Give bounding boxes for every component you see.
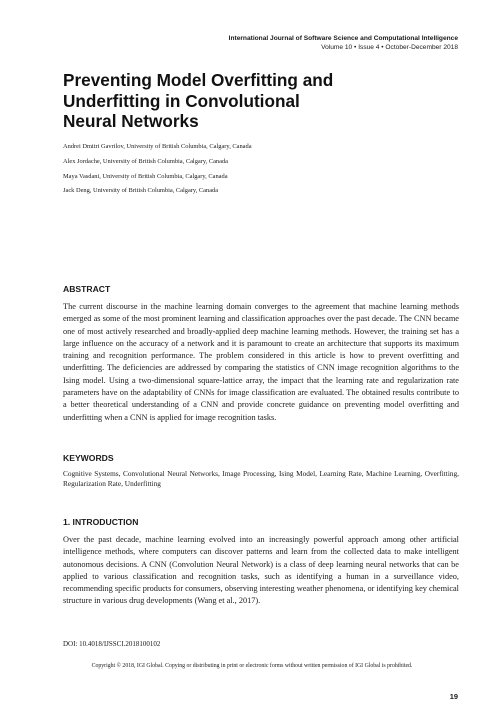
author-affiliation: Maya Vasdani, University of British Columbia, Calgary, Canada — [63, 172, 228, 180]
keywords-heading: KEYWORDS — [63, 453, 114, 463]
abstract-heading: ABSTRACT — [63, 284, 111, 294]
doi-line: DOI: 10.4018/IJSSCI.2018100102 — [63, 640, 161, 648]
author-affiliation: Andrei Dmitri Gavrilov, University of British Columbia, Calgary, Canada — [63, 143, 252, 150]
introduction-heading: 1. INTRODUCTION — [63, 517, 139, 527]
title-line: Underfitting in Convolutional — [63, 90, 300, 111]
author-affiliation: Alex Jordache, University of British Columbia, Calgary, Canada — [63, 157, 228, 165]
keywords-text: Cognitive Systems, Convolutional Neural Networks, Image Processing, Ising Model, Learning Rate, Machine Learning, Overfitting, Regularization Rate, Underfitting — [63, 469, 459, 489]
journal-header — [229, 34, 458, 52]
introduction-text: Over the past decade, machine learning evolved into an increasingly powerful approach among other artificial intelligence methods, where computers can discover patterns and learn from the collected data to make intelligent autonomous decisions. A CNN (Convolution Neural Network) is a class of deep learning neural networks that can be applied to various classification and recognition tasks, such as identifying a human in a surveillance video, recommending specific products for consumers, observing interesting weather phenomena, or identifying key chemical structure in various drug developments (Wang et al., 2017). — [63, 535, 459, 606]
copyright-notice: Copyright © 2018, IGI Global. Copying or distributing in print or electronic forms without written permission of IGI Global is prohibited. — [91, 663, 413, 669]
title-line: Neural Networks — [63, 111, 199, 131]
article-title — [63, 70, 393, 132]
author-list — [63, 140, 252, 199]
title-line: Preventing Model Overfitting and — [63, 70, 334, 90]
journal-title: International Journal of Software Science and Computational Intelligence — [228, 35, 458, 42]
issue-line: Volume 10 • Issue 4 • October-December 2018 — [321, 44, 458, 51]
page-number: 19 — [449, 692, 458, 701]
author-affiliation: Jack Deng, University of British Columbia, Calgary, Canada — [63, 187, 219, 195]
abstract-text: The current discourse in the machine learning domain converges to the agreement that machine learning methods emerged as some of the most prominent learning and classification approaches over the past decade. The CNN became one of most actively researched and broadly-applied deep machine learning methods. However, the training set has a large influence on the accuracy of a network and it is paramount to create an architecture that supports its maximum training and recognition performance. The problem considered in this article is how to prevent overfitting and underfitting. The deficiencies are addressed by comparing the statistics of CNN image recognition algorithms to the Ising model. Using a two-dimensional square-lattice array, the impact that the learning rate and regularization rate parameters have on the adaptability of CNNs for image classification are evaluated. The obtained results contribute to a better theoretical understanding of a CNN and provide concrete guidance on preventing model overfitting and underfitting when a CNN is applied for image recognition tasks. — [63, 302, 459, 422]
